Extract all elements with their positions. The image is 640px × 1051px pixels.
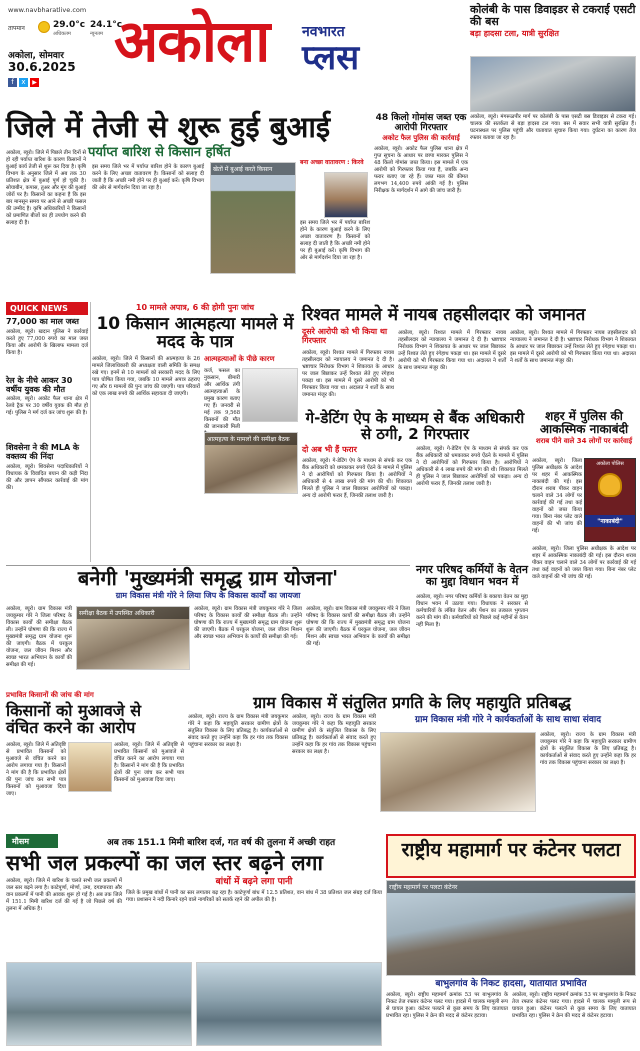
gomans-headline: 48 किलो गोमांस जब्त एक आरोपी गिरफ्तार <box>375 113 467 133</box>
dam-box <box>126 878 382 958</box>
water-body: अकोला, ब्यूरो। जिले में बारिश के चलते सभी जल प्रकल्पों में जल स्तर बढ़ने लगा है। काटेपूर्णा, मोर्णा, उमा, दगडपारवा और वान प्रकल्पों में पानी की आवक शुरू हो गई है। अब तक जिले में 151.1 मिमी बारिश दर्ज की गई है जो पिछले वर्ष की तुलना में अधिक है। <box>6 878 122 912</box>
quick-news-item <box>6 377 88 441</box>
bribe-headline: रिश्वत मामले में नायब तहसीलदार को जमानत <box>302 305 586 325</box>
quick-news-body: अकोला, ब्यूरो। खदान पुलिस ने कार्रवाई करते हुए 77,000 रुपये का माल जब्त किया और आरोपी के खिलाफ मामला दर्ज किया है। <box>6 328 88 356</box>
gomans-subhead: अकोट फैल पुलिस की कार्रवाई <box>382 134 460 143</box>
temp-min: 24.1°c <box>90 20 123 30</box>
farmer-subhead: आत्महत्याओं के पीछे कारण <box>204 355 275 363</box>
compensation-body: अकोला, ब्यूरो। जिले में अतिवृष्टि से प्रभावित किसानों को मुआवजे से वंचित करने का आरोप लगाया गया है। किसानों ने मांग की है कि प्रभावित क्षेत्रों की पुनः जांच कर सभी पात्र किसानों को मुआवजा दिया जाए। <box>6 742 66 797</box>
farmer-kicker: 10 मामले अपात्र, 6 की होगी पुनः जांच <box>135 303 255 312</box>
quote-text: इस समय जिले भर में पर्याप्त बारिश होने के कारण बुआई करने के लिए अच्छा वातावरण है। किसानों को सलाह दी जाती है कि अच्छी नमी होने पर ही बुआई करें। कृषि विभाग की ओर से मार्गदर्शन दिया जा रहा है। <box>300 220 370 261</box>
police-body-continued: अकोला, ब्यूरो। जिला पुलिस अधीक्षक के आदेश पर शहर में आकस्मिक नाकाबंदी की गई। इस दौरान शराब पीकर वाहन चलाने वाले 34 लोगों पर कार्रवाई की गई तथा कई वाहनों को जब्त किया गया। बिना नंबर प्लेट वाले वाहनों की भी जांच की गई। <box>532 546 636 580</box>
yojana-photo <box>76 606 190 670</box>
farmer-photo-caption: आत्महत्या के मामलों की समीक्षा बैठक <box>205 433 297 445</box>
gomans-body: अकोला, ब्यूरो। अकोट फैल पुलिस थाना क्षेत्र में गुप्त सूचना के आधार पर छापा मारकर पुलिस ने 48 किलो गोमांस जब्त किया। इस मामले में एक आरोपी को गिरफ्तार किया गया है, जबकि अन्य फरार बताए जा रहे हैं। जब्त माल की कीमत लगभग 14,400 रुपये आंकी गई है। पुलिस निरीक्षक के मार्गदर्शन में आगे की जांच जारी है। <box>374 146 468 195</box>
police-subhead: शराब पीने वाले 34 लोगों पर कार्रवाई <box>535 436 633 445</box>
farmer-body: अकोला, ब्यूरो। जिले में किसानों की आत्महत्या के 26 मामले जिलाधिकारी की अध्यक्षता वाली समिति के समक्ष रखे गए। इनमें से 10 मामलों को सरकारी मदद के लिए पात्र घोषित किया गया, जबकि 10 मामले अपात्र ठहराए गए और 6 मामलों की पुनः जांच की जाएगी। पात्र परिवारों को एक लाख रुपये की आर्थिक सहायता दी जाएगी। <box>92 356 200 397</box>
issue-date: 30.6.2025 <box>8 60 76 74</box>
highway-body-continued: अकोला, ब्यूरो। राष्ट्रीय महामार्ग क्रमांक 53 पर बाभुलगांव के निकट तेज रफ्तार कंटेनर पलट गया। हादसे में चालक मामूली रूप से घायल हुआ। कंटेनर पलटने से कुछ समय के लिए यातायात प्रभावित रहा। पुलिस ने क्रेन की मदद से कंटेनर हटाया। <box>512 992 636 1019</box>
quote-box <box>300 160 370 298</box>
quick-news-list <box>6 318 88 568</box>
police-badge-icon <box>598 473 622 497</box>
gram-vikas-body-continued: अकोला, ब्यूरो। राज्य के ग्राम विकास मंत्री जयकुमार गोरे ने कहा कि महायुति सरकार ग्रामीण क्षेत्रों के संतुलित विकास के लिए प्रतिबद्ध है। कार्यकर्ताओं से संवाद करते हुए उन्होंने कहा कि हर गांव तक विकास पहुंचाना सरकार का लक्ष्य है। <box>292 714 376 755</box>
yojana-body-column-3: अकोला, ब्यूरो। ग्राम विकास मंत्री जयकुमार गोरे ने जिला परिषद के विकास कार्यों की समीक्षा बैठक ली। उन्होंने घोषणा की कि राज्य में मुख्यमंत्री समृद्ध ग्राम योजना शुरू की जाएगी। बैठक में घरकुल योजना, जल जीवन मिशन और स्वच्छ भारत अभियान के कार्यों की समीक्षा की गई। <box>306 606 410 647</box>
temp-max: 29.0°c <box>53 20 86 30</box>
temp-max-label: अधिकतम <box>53 31 71 37</box>
dam-box-body: जिले के प्रमुख बांधों में पानी का स्तर लगातार बढ़ रहा है। काटेपूर्णा बांध में 12.5 प्रतिशत, वान बांध में 38 प्रतिशत जल संग्रह दर्ज किया गया। प्रशासन ने नदी किनारे रहने वाले नागरिकों को सतर्क रहने की अपील की है। <box>126 889 382 903</box>
bribe-body: अकोला, ब्यूरो। रिश्वत मामले में गिरफ्तार नायब तहसीलदार को न्यायालय ने जमानत दे दी है। भ्रष्टाचार निरोधक विभाग ने शिकायत के आधार पर जाल बिछाकर उन्हें रिश्वत लेते हुए रंगेहाथ पकड़ा था। इस मामले में दूसरे आरोपी को भी गिरफ्तार किया गया था। अदालत ने शर्तों के साथ जमानत मंजूर की। <box>302 350 394 398</box>
police-body: अकोला, ब्यूरो। जिला पुलिस अधीक्षक के आदेश पर शहर में आकस्मिक नाकाबंदी की गई। इस दौरान शराब पीकर वाहन चलाने वाले 34 लोगों पर कार्रवाई की गई तथा कई वाहनों को जब्त किया गया। बिना नंबर प्लेट वाले वाहनों की भी जांच की गई। <box>532 458 582 534</box>
gram-vikas-photo <box>380 732 536 812</box>
highway-photo <box>386 880 636 976</box>
nakabandi-poster <box>584 458 636 542</box>
gram-vikas-headline: ग्राम विकास में संतुलित प्रगति के लिए महायुति प्रतिबद्ध <box>253 693 571 712</box>
nagar-headline: नगर परिषद कर्मियों के वेतन का मुद्दा विधान भवन में <box>416 563 528 588</box>
quick-news-title: 77,000 का माल जब्त <box>6 317 79 326</box>
facebook-icon[interactable]: f <box>8 78 17 87</box>
cyber-body-continued: अकोला, ब्यूरो। गे-डेटिंग ऐप के माध्यम से संपर्क कर एक बैंक अधिकारी को धमकाकर रुपये ऐंठने के मामले में पुलिस ने दो आरोपियों को गिरफ्तार किया है। आरोपियों ने अधिकारी से 4 लाख रुपये की मांग की थी। शिकायत मिलते ही पुलिस ने जाल बिछाकर आरोपियों को पकड़ा। अन्य दो आरोपी फरार हैं, जिनकी तलाश जारी है। <box>416 446 528 487</box>
highway-subhead: बाभुलगांव के निकट हादसा, यातायात प्रभावित <box>435 979 587 989</box>
compensation-body-continued: अकोला, ब्यूरो। जिले में अतिवृष्टि से प्रभावित किसानों को मुआवजे से वंचित करने का आरोप लगाया गया है। किसानों ने मांग की है कि प्रभावित क्षेत्रों की पुनः जांच कर सभी पात्र किसानों को मुआवजा दिया जाए। <box>114 742 184 783</box>
lead-headline: जिले में तेजी से शुरू हुई बुआई <box>6 110 331 144</box>
temp-label: तापमान <box>8 25 25 32</box>
yojana-body: अकोला, ब्यूरो। ग्राम विकास मंत्री जयकुमार गोरे ने जिला परिषद के विकास कार्यों की समीक्षा बैठक ली। उन्होंने घोषणा की कि राज्य में मुख्यमंत्री समृद्ध ग्राम योजना शुरू की जाएगी। बैठक में घरकुल योजना, जल जीवन मिशन और स्वच्छ भारत अभियान के कार्यों की समीक्षा की गई। <box>6 606 72 668</box>
brand-top: नवभारत <box>302 24 345 40</box>
dam-photo-1 <box>6 962 192 1046</box>
cyber-body: अकोला, ब्यूरो। गे-डेटिंग ऐप के माध्यम से संपर्क कर एक बैंक अधिकारी को धमकाकर रुपये ऐंठने के मामले में पुलिस ने दो आरोपियों को गिरफ्तार किया है। आरोपियों ने अधिकारी से 4 लाख रुपये की मांग की थी। शिकायत मिलते ही पुलिस ने जाल बिछाकर आरोपियों को पकड़ा। अन्य दो आरोपी फरार हैं, जिनकी तलाश जारी है। <box>302 458 412 499</box>
gram-vikas-body: अकोला, ब्यूरो। राज्य के ग्राम विकास मंत्री जयकुमार गोरे ने कहा कि महायुति सरकार ग्रामीण क्षेत्रों के संतुलित विकास के लिए प्रतिबद्ध है। कार्यकर्ताओं से संवाद करते हुए उन्होंने कहा कि हर गांव तक विकास पहुंचाना सरकार का लक्ष्य है। <box>188 714 288 748</box>
compensation-photo <box>68 742 112 792</box>
nagar-body: अकोला, ब्यूरो। नगर परिषद कर्मियों के बकाया वेतन का मुद्दा विधान भवन में उठाया गया। विधायक ने सरकार से कर्मचारियों के लंबित वेतन और पेंशन का तत्काल भुगतान करने की मांग की। कर्मचारियों को पिछले कई महीनों से वेतन नहीं मिला है। <box>416 594 528 628</box>
dam-photo-2 <box>196 962 382 1046</box>
brand-bottom: प्लस <box>302 38 360 78</box>
quote-avatar <box>324 172 368 218</box>
highway-headline: राष्ट्रीय महामार्ग पर कंटेनर पलटा <box>401 839 621 861</box>
cyber-headline: गे-डेटिंग ऐप के माध्यम से बैंक अधिकारी से ठगी, 2 गिरफ्तार <box>305 409 525 444</box>
quick-news-body: अकोला, ब्यूरो। शिवसेना पदाधिकारियों ने विधायक के विवादित बयान की कड़ी निंदा की और ज्ञापन सौंपकर कार्रवाई की मांग की। <box>6 463 88 491</box>
website-url[interactable]: www.navbharatlive.com <box>8 6 87 14</box>
masthead-title: अकोला <box>114 7 270 75</box>
lead-photo-caption: खेतों में बुआई करते किसान <box>211 163 295 175</box>
farmer-headline: 10 किसान आत्महत्या मामले में मदद के पात्र <box>96 313 294 353</box>
lead-subhead: पर्याप्त बारिश से किसान हर्षित <box>88 145 231 160</box>
highway-headline-box <box>386 834 636 878</box>
bus-photo <box>470 56 636 112</box>
highway-body: अकोला, ब्यूरो। राष्ट्रीय महामार्ग क्रमांक 53 पर बाभुलगांव के निकट तेज रफ्तार कंटेनर पलट गया। हादसे में चालक मामूली रूप से घायल हुआ। कंटेनर पलटने से कुछ समय के लिए यातायात प्रभावित रहा। पुलिस ने क्रेन की मदद से कंटेनर हटाया। <box>386 992 508 1019</box>
youtube-icon[interactable]: ▶ <box>30 78 39 87</box>
quick-news-label: QUICK NEWS <box>6 302 88 315</box>
gomans-story <box>374 114 468 304</box>
weather-strip-text: अब तक 151.1 मिमी बारिश दर्ज, गत वर्ष की तुलना में अच्छी राहत <box>106 838 336 848</box>
quick-news-title: रेल के नीचे आकर 30 वर्षीय युवक की मौत <box>6 375 73 394</box>
compensation-headline: किसानों को मुआवजे से वंचित करने का आरोप <box>6 701 142 738</box>
quick-news-item <box>6 318 88 373</box>
top-right-headline: कोलंबी के पास डिवाइडर से टकराई एसटी की बस <box>470 3 636 28</box>
sun-icon <box>38 21 50 33</box>
water-headline: सभी जल प्रकल्पों का जल स्तर बढ़ने लगा <box>6 851 323 875</box>
poster-label: "नाकाबंदी" <box>585 515 635 527</box>
cyber-subhead: दो अब भी हैं फरार <box>302 445 357 454</box>
police-headline: शहर में पुलिस की आकस्मिक नाकाबंदी <box>539 409 629 436</box>
quick-news-item <box>6 444 88 508</box>
temperature-block <box>8 20 123 42</box>
weather-label: मौसम <box>6 834 58 848</box>
poster-title: अकोला पोलिस <box>596 461 624 467</box>
gram-vikas-body-column-3: अकोला, ब्यूरो। राज्य के ग्राम विकास मंत्री जयकुमार गोरे ने कहा कि महायुति सरकार ग्रामीण क्षेत्रों के संतुलित विकास के लिए प्रतिबद्ध है। कार्यकर्ताओं से संवाद करते हुए उन्होंने कहा कि हर गांव तक विकास पहुंचाना सरकार का लक्ष्य है। <box>540 732 636 766</box>
masthead <box>6 4 386 102</box>
farmer-story <box>92 304 298 562</box>
lead-photo <box>210 162 296 274</box>
bribe-body-continued: अकोला, ब्यूरो। रिश्वत मामले में गिरफ्तार नायब तहसीलदार को न्यायालय ने जमानत दे दी है। भ्रष्टाचार निरोधक विभाग ने शिकायत के आधार पर जाल बिछाकर उन्हें रिश्वत लेते हुए रंगेहाथ पकड़ा था। इस मामले में दूसरे आरोपी को भी गिरफ्तार किया गया था। अदालत ने शर्तों के साथ जमानत मंजूर की। <box>398 330 506 371</box>
yojana-headline: बनेगी 'मुख्यमंत्री समृद्ध ग्राम योजना' <box>77 566 339 590</box>
lead-body-continued: इस समय जिले भर में पर्याप्त बारिश होने के कारण बुआई करने के लिए अच्छा वातावरण है। किसानों को सलाह दी जाती है कि अच्छी नमी होने पर ही बुआई करें। कृषि विभाग की ओर से मार्गदर्शन दिया जा रहा है। <box>92 164 204 191</box>
bribe-subhead: दूसरे आरोपी को भी किया था गिरफ्तार <box>302 327 388 345</box>
top-right-body: अकोला, ब्यूरो। मंगरूळपीर मार्ग पर कोलंबी के पास एसटी बस डिवाइडर से टकरा गई। चालक की सतर्कता से बड़ा हादसा टल गया। बस में सवार सभी यात्री सुरक्षित हैं। घटनास्थल पर पुलिस पहुंची और यातायात सुचारु किया गया। दुर्घटना का कारण तेज रफ्तार बताया जा रहा है। <box>470 114 636 141</box>
farmer-side-body: कर्ज, फसल का नुकसान, बीमारी और आर्थिक तंगी आत्महत्याओं के प्रमुख कारण बताए गए हैं। जनवरी से मई तक 9,568 किसानों की मौत की जानकारी मिली <box>204 368 240 430</box>
city-day: अकोला, सोमवार <box>8 51 64 61</box>
social-icons <box>8 78 48 88</box>
twitter-icon[interactable]: x <box>19 78 28 87</box>
temp-min-label: न्यूनतम <box>90 31 103 37</box>
yojana-photo-caption: समीक्षा बैठक में उपस्थित अधिकारी <box>77 607 189 619</box>
quote-title: बना अच्छा वातावरण : किरवे <box>300 159 364 166</box>
quick-news-title: शिवसेना ने की MLA के वक्तव्य की निंदा <box>6 443 80 462</box>
yojana-subhead: ग्राम विकास मंत्री गोरे ने लिया जिप के विकास कार्यों का जायजा <box>115 591 301 600</box>
yojana-body-continued: अकोला, ब्यूरो। ग्राम विकास मंत्री जयकुमार गोरे ने जिला परिषद के विकास कार्यों की समीक्षा बैठक ली। उन्होंने घोषणा की कि राज्य में मुख्यमंत्री समृद्ध ग्राम योजना शुरू की जाएगी। बैठक में घरकुल योजना, जल जीवन मिशन और स्वच्छ भारत अभियान के कार्यों की समीक्षा की गई। <box>194 606 302 640</box>
farmer-sketch <box>242 368 298 422</box>
compensation-kicker: प्रभावित किसानों की जांच की मांग <box>6 691 94 699</box>
bribe-body-column-3: अकोला, ब्यूरो। रिश्वत मामले में गिरफ्तार नायब तहसीलदार को न्यायालय ने जमानत दे दी है। भ्रष्टाचार निरोधक विभाग ने शिकायत के आधार पर जाल बिछाकर उन्हें रिश्वत लेते हुए रंगेहाथ पकड़ा था। इस मामले में दूसरे आरोपी को भी गिरफ्तार किया गया था। अदालत ने शर्तों के साथ जमानत मंजूर की। <box>510 330 636 364</box>
top-right-subhead: बड़ा हादसा टला, यात्री सुरक्षित <box>470 28 559 38</box>
farmer-meeting-photo <box>204 432 298 494</box>
column-divider <box>90 302 91 562</box>
quick-news-body: अकोला, ब्यूरो। अकोट फैल थाना क्षेत्र में रेलवे ट्रैक पर 30 वर्षीय युवक की मौत हो गई। पुलिस ने मर्ग दर्ज कर जांच शुरू की है। <box>6 396 88 417</box>
gram-vikas-subhead: ग्राम विकास मंत्री गोरे ने कार्यकर्ताओं के साथ साधा संवाद <box>415 715 601 725</box>
lead-body: अकोला, ब्यूरो। जिले में पिछले तीन दिनों से हो रही पर्याप्त बारिश के कारण किसानों ने बुआई कार्य तेजी से शुरू कर दिया है। कृषि विभाग के अनुसार जिले में अब तक 30 प्रतिशत क्षेत्र में बुआई पूर्ण हो चुकी है। सोयाबीन, कपास, तुअर और मूंग की बुआई जोरों पर है। किसानों का कहना है कि इस बार मानसून समय पर आने से अच्छी फसल की उम्मीद है। कृषि अधिकारियों ने किसानों को प्रमाणित बीजों का ही उपयोग करने की सलाह दी है। <box>6 150 86 226</box>
dam-box-title: बांधों में बढ़ने लगा पानी <box>215 877 293 887</box>
highway-photo-caption: राष्ट्रीय महामार्ग पर पलटा कंटेनर <box>387 881 635 893</box>
police-story <box>532 410 636 650</box>
